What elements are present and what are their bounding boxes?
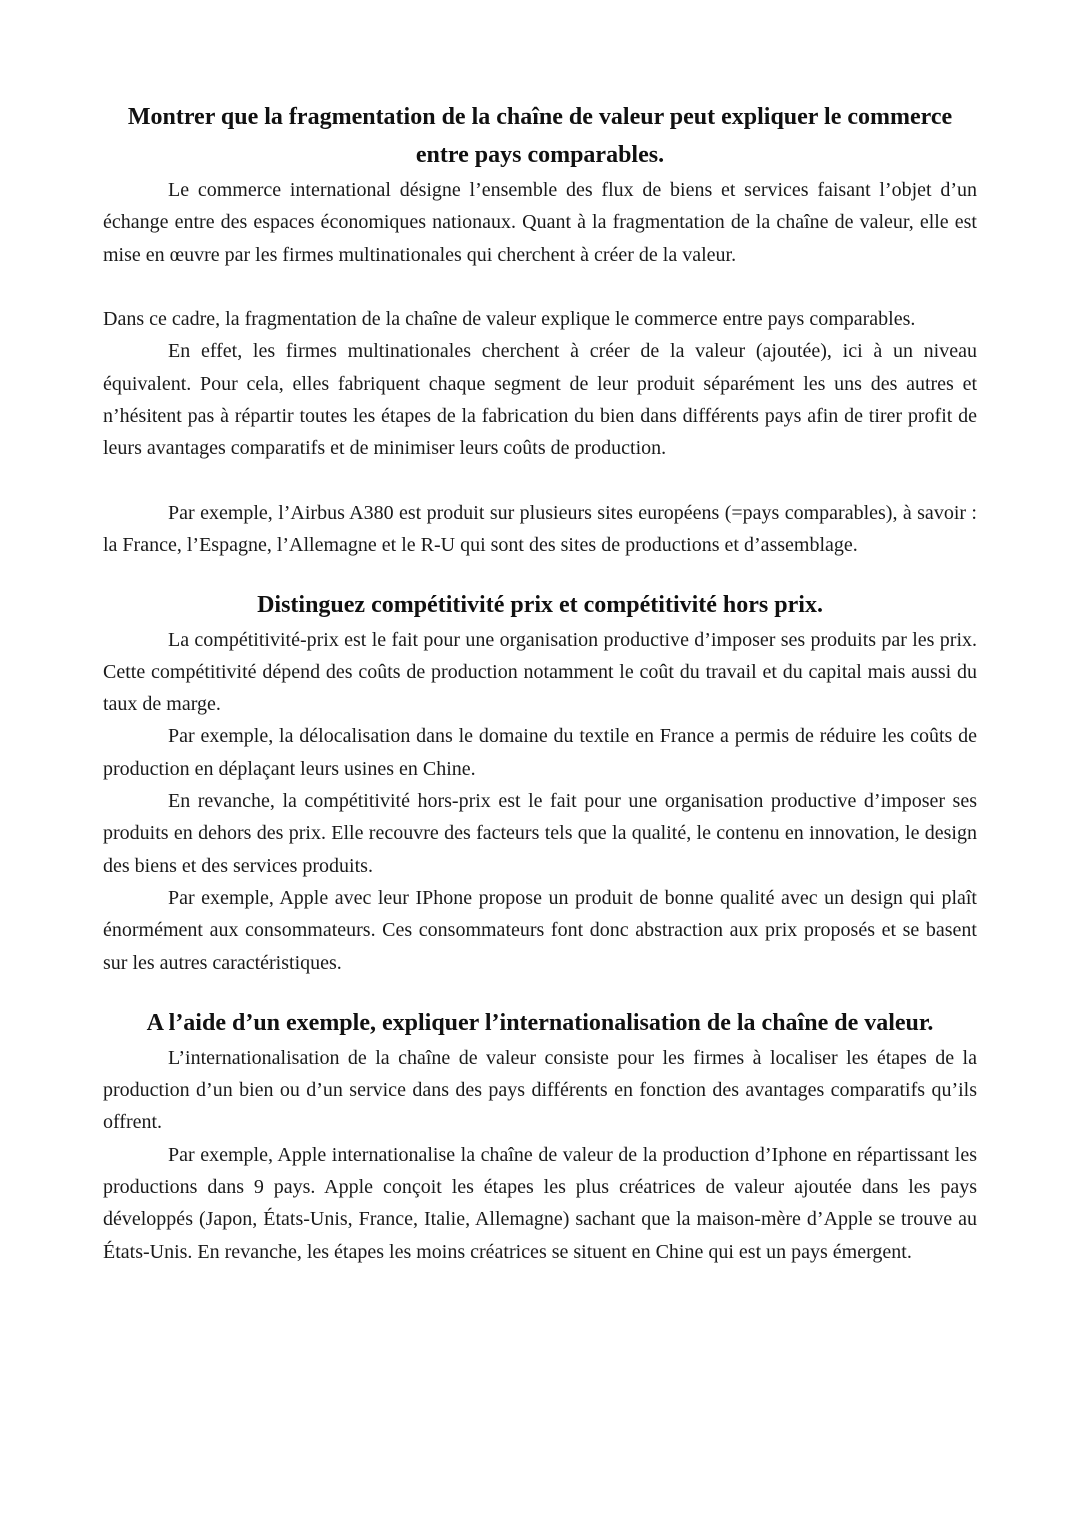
- paragraph: En effet, les firmes multinationales cherchent à créer de la valeur (ajoutée), ici à un niveau équivalent. Pour cela, elles fabriquent chaque segment de leur produit séparément les uns des autres et n’hésitent pas à répartir toutes les étapes de la fabrication du bien dans différents pays afin de tirer profit de leurs avantages comparatifs et de minimiser leurs coûts de production.: [103, 340, 977, 460]
- paragraph: L’internationalisation de la chaîne de valeur consiste pour les firmes à localiser les étapes de la production d’un bien ou d’un service dans des pays différents en fonction des avantages comparatifs qu’ils offrent.: [103, 1046, 977, 1134]
- paragraph: Par exemple, la délocalisation dans le domaine du textile en France a permis de réduire les coûts de production en déplaçant leurs usines en Chine.: [103, 725, 977, 780]
- section-title: Distinguez compétitivité prix et compétitivité hors prix.: [257, 591, 823, 618]
- paragraph-spacer: [103, 271, 977, 303]
- paragraph: Par exemple, l’Airbus A380 est produit sur plusieurs sites européens (=pays comparables), à savoir : la France, l’Espagne, l’Allemagne et le R-U qui sont des sites de productions et d’assemblage.: [103, 501, 977, 557]
- paragraph: La compétitivité-prix est le fait pour une organisation productive d’imposer ses produits par les prix. Cette compétitivité dépend des coûts de production notamment le coût du travail et du capital mais aussi du taux de marge.: [103, 628, 977, 716]
- paragraph: Le commerce international désigne l’ensemble des flux de biens et services faisant l’objet d’un échange entre des espaces économiques nationaux. Quant à la fragmentation de la chaîne de valeur, elle est mise en œuvre par les firmes multinationales qui cherchent à créer de la valeur.: [103, 179, 977, 266]
- document-page: [103, 98, 977, 1268]
- paragraph: En revanche, la compétitivité hors-prix est le fait pour une organisation productive d’imposer ses produits en dehors des prix. Elle recouvre des facteurs tels que la qualité, le contenu en innovation, le design des biens et des services produits.: [103, 790, 977, 877]
- section-title: A l’aide d’un exemple, expliquer l’internationalisation de la chaîne de valeur.: [146, 1009, 934, 1036]
- section-spacer: [103, 979, 977, 1000]
- paragraph: Dans ce cadre, la fragmentation de la chaîne de valeur explique le commerce entre pays comparables.: [103, 308, 916, 331]
- section-title: Montrer que la fragmentation de la chaîne de valeur peut expliquer le commerce entre pays comparables.: [127, 104, 953, 168]
- paragraph: Par exemple, Apple internationalise la chaîne de valeur de la production d’Iphone en répartissant les productions dans 9 pays. Apple conçoit les étapes les plus créatrices de valeur ajoutée dans les pays développés (Japon, États-Unis, France, Italie, Allemagne) sachant que la maison-mère d’Apple se trouve au États-Unis. En revanche, les étapes les moins créatrices se situent en Chine qui est un pays émergent.: [103, 1143, 977, 1263]
- paragraph-spacer: [103, 465, 977, 497]
- section-spacer: [103, 562, 977, 583]
- paragraph: Par exemple, Apple avec leur IPhone propose un produit de bonne qualité avec un design qui plaît énormément aux consommateurs. Ces consommateurs font donc abstraction aux prix proposés et se basent sur les autres caractéristiques.: [103, 886, 977, 974]
